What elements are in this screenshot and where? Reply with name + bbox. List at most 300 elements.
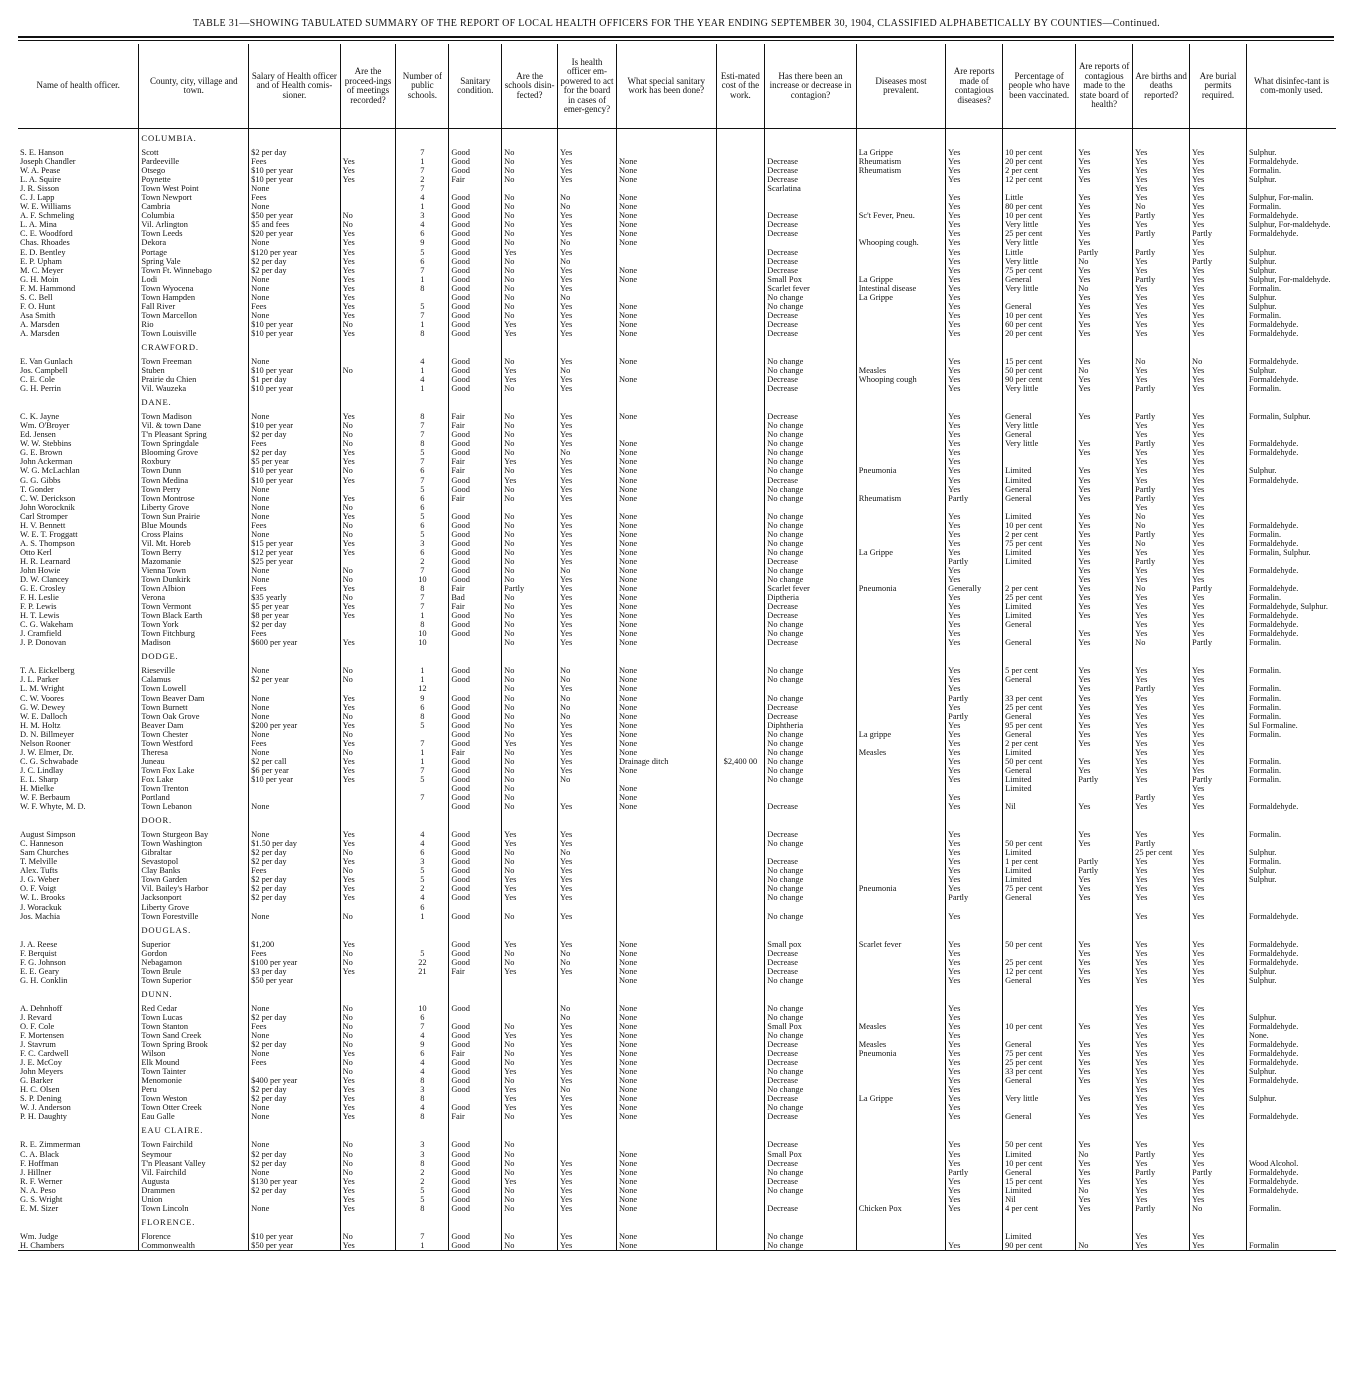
cell-contagion-change: Decrease: [765, 1204, 856, 1213]
cell-vaccinated-percentage: General: [1003, 675, 1076, 684]
cell-proceedings-recorded: Yes: [340, 893, 396, 902]
cell-burial-permits: Yes: [1190, 784, 1247, 793]
cell-vaccinated-percentage: General: [1003, 430, 1076, 439]
cell-state-board-reports: Yes: [1076, 476, 1133, 485]
cell-proceedings-recorded: Yes: [340, 175, 396, 184]
cell-schools-disinfected: Partly: [502, 584, 558, 593]
cell-diseases-prevalent: [856, 193, 945, 202]
cell-sanitary-condition: Good: [449, 1140, 502, 1149]
cell-births-deaths-reported: Yes: [1133, 940, 1190, 949]
cell-public-schools: 3: [396, 1150, 449, 1159]
cell-contagious-reports: Yes: [946, 530, 1003, 539]
cell-state-board-reports: [1076, 848, 1133, 857]
cell-health-officer: C. A. Black: [20, 1149, 60, 1159]
cell-contagious-reports: Yes: [946, 384, 1003, 393]
cell-contagious-reports: Yes: [946, 976, 1003, 985]
cell-contagious-reports: Yes: [946, 1094, 1003, 1103]
cell-disinfectant: Formaldehyde.: [1246, 912, 1336, 921]
cell-proceedings-recorded: No: [340, 712, 396, 721]
column-header-births-deaths-reported: Are births and deaths reported?: [1133, 44, 1190, 129]
cell-contagion-change: Decrease: [765, 476, 856, 485]
cell-births-deaths-reported: Yes: [1133, 329, 1190, 338]
table-cell: [1133, 393, 1190, 412]
cell-births-deaths-reported: Partly: [1133, 684, 1190, 693]
cell-special-sanitary-work: None: [616, 229, 716, 238]
cell-schools-disinfected: Yes: [502, 1031, 558, 1040]
cell-contagion-change: Decrease: [765, 257, 856, 266]
cell-contagious-reports: Yes: [946, 757, 1003, 766]
cell-vaccinated-percentage: 15 per cent: [1003, 1177, 1076, 1186]
cell-estimated-cost: [716, 721, 765, 730]
table-row: [18, 439, 1336, 448]
cell-diseases-prevalent: [856, 220, 945, 229]
cell-county-city-village-town: Theresa: [139, 748, 249, 757]
cell-county-city-village-town: Town Lowell: [139, 684, 249, 693]
cell-burial-permits: Partly: [1190, 257, 1247, 266]
cell-burial-permits: Yes: [1190, 1159, 1247, 1168]
table-row: [18, 748, 1336, 757]
cell-disinfectant: Formaldehyde.: [1246, 521, 1336, 530]
cell-sanitary-condition: Good: [449, 675, 502, 684]
cell-county-city-village-town: Scott: [139, 148, 249, 157]
cell-sanitary-condition: Good: [449, 1204, 502, 1213]
cell-schools-disinfected: No: [502, 629, 558, 638]
cell-state-board-reports: Yes: [1076, 238, 1133, 247]
cell-burial-permits: Yes: [1190, 503, 1247, 512]
cell-burial-permits: Yes: [1190, 666, 1247, 675]
table-cell: [396, 129, 449, 149]
cell-vaccinated-percentage: 80 per cent: [1003, 202, 1076, 211]
cell-vaccinated-percentage: 10 per cent: [1003, 211, 1076, 220]
cell-officer-empowered: Yes: [558, 757, 617, 766]
cell-disinfectant: Formalin.: [1246, 384, 1336, 393]
cell-diseases-prevalent: [856, 912, 945, 921]
cell-diseases-prevalent: [856, 830, 945, 839]
cell-burial-permits: Yes: [1190, 1031, 1247, 1040]
cell-state-board-reports: [1076, 784, 1133, 793]
cell-county-city-village-town: T'n Pleasant Spring: [139, 430, 249, 439]
cell-contagion-change: Decrease: [765, 1140, 856, 1149]
cell-schools-disinfected: No: [502, 1022, 558, 1031]
table-cell: [946, 1213, 1003, 1232]
cell-public-schools: 1: [396, 1241, 449, 1251]
table-cell: [616, 393, 716, 412]
cell-schools-disinfected: [502, 976, 558, 985]
cell-contagion-change: [765, 903, 856, 912]
cell-salary: Fees: [249, 949, 340, 958]
cell-schools-disinfected: No: [502, 793, 558, 802]
cell-schools-disinfected: Yes: [502, 476, 558, 485]
title-rule-thin: [18, 40, 1334, 41]
cell-proceedings-recorded: Yes: [340, 476, 396, 485]
cell-estimated-cost: [716, 548, 765, 557]
cell-sanitary-condition: Good: [449, 866, 502, 875]
cell-special-sanitary-work: None: [616, 611, 716, 620]
table-cell: [396, 921, 449, 940]
cell-births-deaths-reported: Partly: [1133, 494, 1190, 503]
table-row: [18, 485, 1336, 494]
cell-public-schools: [396, 976, 449, 985]
cell-health-officer: M. C. Meyer: [20, 265, 64, 275]
cell-contagious-reports: Yes: [946, 457, 1003, 466]
cell-public-schools: 6: [396, 257, 449, 266]
table-cell: [449, 921, 502, 940]
cell-disinfectant: Formalin.: [1246, 311, 1336, 320]
cell-salary: $5 per year: [249, 602, 340, 611]
cell-contagious-reports: Yes: [946, 830, 1003, 839]
cell-proceedings-recorded: Yes: [340, 494, 396, 503]
cell-health-officer: E. E. Geary: [20, 966, 60, 976]
table-cell: [249, 811, 340, 830]
cell-disinfectant: [1246, 748, 1336, 757]
table-cell: [1133, 647, 1190, 666]
cell-vaccinated-percentage: 10 per cent: [1003, 521, 1076, 530]
cell-sanitary-condition: Fair: [449, 748, 502, 757]
table-cell: [396, 393, 449, 412]
table-row: [18, 220, 1336, 229]
cell-contagious-reports: Yes: [946, 539, 1003, 548]
cell-special-sanitary-work: None: [616, 1241, 716, 1251]
cell-diseases-prevalent: [856, 875, 945, 884]
cell-diseases-prevalent: Pneumonia: [856, 584, 945, 593]
cell-state-board-reports: Yes: [1076, 311, 1133, 320]
cell-births-deaths-reported: Yes: [1133, 739, 1190, 748]
table-row: [18, 1195, 1336, 1204]
county-heading: DOUGLAS.: [139, 921, 249, 940]
cell-disinfectant: Formaldehyde.: [1246, 329, 1336, 338]
cell-state-board-reports: Yes: [1076, 940, 1133, 949]
cell-proceedings-recorded: Yes: [340, 238, 396, 247]
cell-health-officer: L. M. Wright: [20, 684, 65, 694]
cell-officer-empowered: No: [558, 703, 617, 712]
cell-special-sanitary-work: None: [616, 1159, 716, 1168]
cell-county-city-village-town: Town Sand Creek: [139, 1031, 249, 1040]
cell-officer-empowered: Yes: [558, 521, 617, 530]
table-cell: [502, 1213, 558, 1232]
cell-disinfectant: [1246, 1140, 1336, 1149]
cell-salary: $2 per day: [249, 1186, 340, 1195]
cell-state-board-reports: Yes: [1076, 875, 1133, 884]
cell-schools-disinfected: Yes: [502, 830, 558, 839]
cell-salary: $120 per year: [249, 248, 340, 257]
table-row: [18, 548, 1336, 557]
cell-vaccinated-percentage: 10 per cent: [1003, 1159, 1076, 1168]
cell-births-deaths-reported: No: [1133, 638, 1190, 647]
cell-state-board-reports: Yes: [1076, 1022, 1133, 1031]
cell-estimated-cost: [716, 675, 765, 684]
cell-county-city-village-town: Liberty Grove: [139, 503, 249, 512]
cell-vaccinated-percentage: [1003, 448, 1076, 457]
cell-proceedings-recorded: Yes: [340, 884, 396, 893]
cell-estimated-cost: [716, 967, 765, 976]
cell-salary: $20 per year: [249, 229, 340, 238]
cell-estimated-cost: [716, 439, 765, 448]
cell-state-board-reports: Yes: [1076, 629, 1133, 638]
table-row: [18, 839, 1336, 848]
cell-proceedings-recorded: No: [340, 366, 396, 375]
cell-diseases-prevalent: [856, 1085, 945, 1094]
cell-births-deaths-reported: No: [1133, 521, 1190, 530]
cell-state-board-reports: Yes: [1076, 375, 1133, 384]
cell-contagion-change: No change: [765, 757, 856, 766]
cell-health-officer: D. W. Clancey: [20, 575, 69, 585]
cell-public-schools: 8: [396, 1076, 449, 1085]
cell-contagion-change: No change: [765, 548, 856, 557]
cell-diseases-prevalent: [856, 1013, 945, 1022]
cell-burial-permits: Yes: [1190, 384, 1247, 393]
cell-state-board-reports: Yes: [1076, 466, 1133, 475]
cell-proceedings-recorded: [340, 620, 396, 629]
cell-special-sanitary-work: [616, 503, 716, 512]
cell-sanitary-condition: Bad: [449, 593, 502, 602]
cell-births-deaths-reported: Yes: [1133, 1140, 1190, 1149]
cell-state-board-reports: Yes: [1076, 721, 1133, 730]
cell-special-sanitary-work: None: [616, 1067, 716, 1076]
cell-proceedings-recorded: No: [340, 466, 396, 475]
table-cell: [1076, 985, 1133, 1004]
cell-contagious-reports: Yes: [946, 320, 1003, 329]
table-cell: [449, 1213, 502, 1232]
cell-disinfectant: Formaldehyde.: [1246, 439, 1336, 448]
cell-vaccinated-percentage: [1003, 457, 1076, 466]
cell-officer-empowered: Yes: [558, 1094, 617, 1103]
cell-salary: Fees: [249, 1058, 340, 1067]
cell-contagion-change: Decrease: [765, 958, 856, 967]
cell-births-deaths-reported: Yes: [1133, 958, 1190, 967]
table-cell: [340, 1121, 396, 1140]
table-row: [18, 721, 1336, 730]
cell-diseases-prevalent: [856, 620, 945, 629]
cell-state-board-reports: Partly: [1076, 866, 1133, 875]
table-row: [18, 566, 1336, 575]
cell-contagion-change: Small Pox: [765, 1150, 856, 1159]
cell-vaccinated-percentage: [1003, 629, 1076, 638]
cell-births-deaths-reported: Yes: [1133, 503, 1190, 512]
cell-burial-permits: Yes: [1190, 1085, 1247, 1094]
cell-state-board-reports: Yes: [1076, 802, 1133, 811]
cell-diseases-prevalent: Chicken Pox: [856, 1204, 945, 1213]
cell-salary: $8 per year: [249, 611, 340, 620]
table-row: [18, 1040, 1336, 1049]
cell-vaccinated-percentage: 20 per cent: [1003, 157, 1076, 166]
table-row: [18, 1177, 1336, 1186]
cell-disinfectant: Sulphur.: [1246, 302, 1336, 311]
table-cell: [558, 811, 617, 830]
cell-disinfectant: Formaldehyde.: [1246, 949, 1336, 958]
cell-public-schools: 6: [396, 521, 449, 530]
cell-officer-empowered: Yes: [558, 421, 617, 430]
cell-state-board-reports: Yes: [1076, 958, 1133, 967]
cell-proceedings-recorded: [340, 202, 396, 211]
cell-public-schools: 5: [396, 530, 449, 539]
cell-special-sanitary-work: [616, 839, 716, 848]
cell-health-officer: W. F. Berbaum: [20, 793, 71, 803]
cell-burial-permits: Yes: [1190, 893, 1247, 902]
cell-estimated-cost: [716, 220, 765, 229]
cell-estimated-cost: [716, 202, 765, 211]
cell-health-officer: F. C. Cardwell: [20, 1049, 69, 1059]
cell-public-schools: 6: [396, 494, 449, 503]
table-row: [18, 903, 1336, 912]
cell-burial-permits: Yes: [1190, 1186, 1247, 1195]
cell-disinfectant: Formalin.: [1246, 202, 1336, 211]
cell-diseases-prevalent: [856, 1140, 945, 1149]
cell-schools-disinfected: Yes: [502, 940, 558, 949]
cell-births-deaths-reported: Yes: [1133, 949, 1190, 958]
cell-health-officer: J. Stavrum: [20, 1040, 56, 1050]
cell-births-deaths-reported: No: [1133, 357, 1190, 366]
cell-vaccinated-percentage: [1003, 903, 1076, 912]
table-cell: [249, 1213, 340, 1232]
column-header-contagious-reports: Are reports made of contagious diseases?: [946, 44, 1003, 129]
cell-schools-disinfected: Yes: [502, 366, 558, 375]
cell-health-officer: F. Berquist: [20, 948, 57, 958]
cell-contagion-change: Decrease: [765, 166, 856, 175]
table-cell: [340, 921, 396, 940]
table-cell: [1190, 647, 1247, 666]
table-cell: [249, 647, 340, 666]
cell-disinfectant: Formalin.: [1246, 666, 1336, 675]
cell-county-city-village-town: Cross Plains: [139, 530, 249, 539]
cell-special-sanitary-work: None: [616, 1232, 716, 1241]
cell-vaccinated-percentage: 15 per cent: [1003, 357, 1076, 366]
cell-vaccinated-percentage: General: [1003, 638, 1076, 647]
cell-schools-disinfected: No: [502, 412, 558, 421]
cell-officer-empowered: Yes: [558, 175, 617, 184]
cell-sanitary-condition: Good: [449, 1103, 502, 1112]
cell-sanitary-condition: Good: [449, 320, 502, 329]
cell-special-sanitary-work: None: [616, 1177, 716, 1186]
cell-proceedings-recorded: No: [340, 1168, 396, 1177]
cell-county-city-village-town: Town Madison: [139, 412, 249, 421]
cell-proceedings-recorded: [340, 148, 396, 157]
cell-health-officer: H. M. Holtz: [20, 720, 61, 730]
cell-burial-permits: Yes: [1190, 875, 1247, 884]
cell-county-city-village-town: Union: [139, 1195, 249, 1204]
cell-proceedings-recorded: No: [340, 1013, 396, 1022]
cell-diseases-prevalent: [856, 857, 945, 866]
cell-schools-disinfected: Yes: [502, 320, 558, 329]
cell-burial-permits: Yes: [1190, 739, 1247, 748]
cell-health-officer: F. P. Lewis: [20, 602, 57, 612]
cell-county-city-village-town: Vil. & town Dane: [139, 421, 249, 430]
cell-health-officer: R. E. Zimmerman: [20, 1140, 81, 1150]
cell-proceedings-recorded: Yes: [340, 839, 396, 848]
cell-health-officer: John Meyers: [20, 1067, 64, 1077]
cell-county-city-village-town: Town Medina: [139, 476, 249, 485]
cell-disinfectant: Formaldehyde.: [1246, 1168, 1336, 1177]
cell-burial-permits: Yes: [1190, 1241, 1247, 1251]
table-row: [18, 412, 1336, 421]
cell-schools-disinfected: No: [502, 539, 558, 548]
table-row: [18, 202, 1336, 211]
table-cell: [249, 338, 340, 357]
cell-contagious-reports: Partly: [946, 557, 1003, 566]
cell-officer-empowered: Yes: [558, 320, 617, 329]
cell-diseases-prevalent: [856, 775, 945, 784]
cell-births-deaths-reported: Yes: [1133, 1013, 1190, 1022]
cell-schools-disinfected: No: [502, 784, 558, 793]
cell-salary: None: [249, 703, 340, 712]
cell-salary: Fees: [249, 302, 340, 311]
cell-officer-empowered: No: [558, 238, 617, 247]
cell-public-schools: 4: [396, 1067, 449, 1076]
cell-sanitary-condition: Good: [449, 311, 502, 320]
cell-special-sanitary-work: None: [616, 1168, 716, 1177]
cell-disinfectant: Sulphur, For-maldehyde.: [1246, 275, 1336, 284]
cell-proceedings-recorded: Yes: [340, 857, 396, 866]
cell-public-schools: 1: [396, 366, 449, 375]
cell-estimated-cost: [716, 839, 765, 848]
cell-births-deaths-reported: Yes: [1133, 1022, 1190, 1031]
cell-county-city-village-town: Sevastopol: [139, 857, 249, 866]
cell-proceedings-recorded: No: [340, 1031, 396, 1040]
table-row: [18, 775, 1336, 784]
cell-burial-permits: Yes: [1190, 1049, 1247, 1058]
cell-salary: $2 per day: [249, 266, 340, 275]
cell-disinfectant: Formalin.: [1246, 166, 1336, 175]
cell-estimated-cost: [716, 476, 765, 485]
cell-public-schools: 4: [396, 1058, 449, 1067]
cell-diseases-prevalent: [856, 602, 945, 611]
cell-births-deaths-reported: Partly: [1133, 1168, 1190, 1177]
cell-diseases-prevalent: Measles: [856, 748, 945, 757]
cell-burial-permits: Yes: [1190, 602, 1247, 611]
cell-births-deaths-reported: Yes: [1133, 448, 1190, 457]
cell-vaccinated-percentage: Very little: [1003, 257, 1076, 266]
cell-state-board-reports: No: [1076, 366, 1133, 375]
cell-special-sanitary-work: None: [616, 1103, 716, 1112]
cell-contagious-reports: Yes: [946, 967, 1003, 976]
table-row: [18, 1204, 1336, 1213]
table-row: [18, 148, 1336, 157]
table-row: [18, 238, 1336, 247]
cell-estimated-cost: [716, 1040, 765, 1049]
cell-contagion-change: No change: [765, 694, 856, 703]
cell-salary: $200 per year: [249, 721, 340, 730]
cell-salary: None: [249, 485, 340, 494]
cell-disinfectant: Formaldehyde.: [1246, 1112, 1336, 1121]
cell-burial-permits: Yes: [1190, 884, 1247, 893]
cell-county-city-village-town: Portland: [139, 793, 249, 802]
cell-births-deaths-reported: Partly: [1133, 557, 1190, 566]
cell-contagion-change: No change: [765, 775, 856, 784]
cell-estimated-cost: [716, 1076, 765, 1085]
cell-public-schools: 8: [396, 712, 449, 721]
cell-proceedings-recorded: No: [340, 730, 396, 739]
cell-health-officer: C. W. Voores: [20, 693, 64, 703]
cell-births-deaths-reported: Yes: [1133, 712, 1190, 721]
table-cell: [449, 1121, 502, 1140]
cell-contagious-reports: Partly: [946, 893, 1003, 902]
cell-officer-empowered: Yes: [558, 839, 617, 848]
cell-contagious-reports: Yes: [946, 775, 1003, 784]
cell-proceedings-recorded: No: [340, 1022, 396, 1031]
cell-state-board-reports: Yes: [1076, 884, 1133, 893]
table-row: [18, 1103, 1336, 1112]
cell-county-city-village-town: Liberty Grove: [139, 903, 249, 912]
cell-contagious-reports: Yes: [946, 912, 1003, 921]
cell-officer-empowered: Yes: [558, 857, 617, 866]
cell-disinfectant: Formalin, Sulphur.: [1246, 548, 1336, 557]
cell-contagion-change: [765, 148, 856, 157]
column-header-state-board-reports: Are reports of contagious made to the state board of health?: [1076, 44, 1133, 129]
cell-burial-permits: Yes: [1190, 211, 1247, 220]
cell-county-city-village-town: Town West Point: [139, 184, 249, 193]
cell-county-city-village-town: Town Albion: [139, 584, 249, 593]
cell-burial-permits: Partly: [1190, 1168, 1247, 1177]
cell-diseases-prevalent: [856, 611, 945, 620]
